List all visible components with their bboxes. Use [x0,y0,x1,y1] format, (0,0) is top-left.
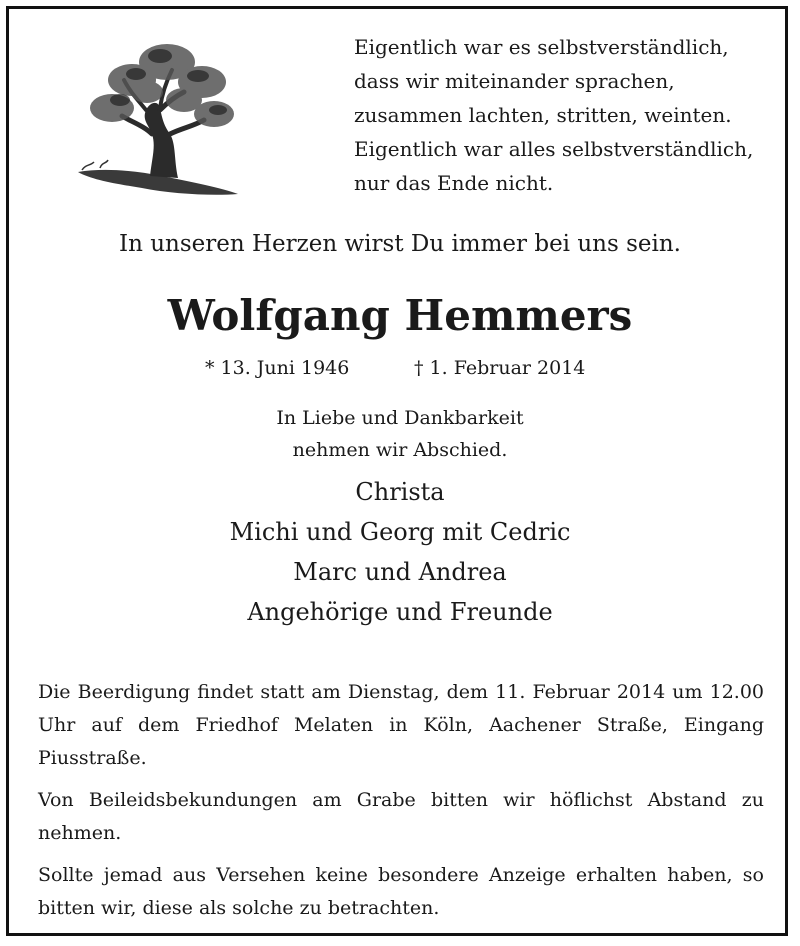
poem-line: nur das Ende nicht. [354,171,554,195]
family-member: Christa [355,478,445,506]
funeral-notice: Die Beerdigung findet statt am Dienstag, dem 11. Februar 2014 um 12.00 Uhr auf dem Friedhof Melaten in Köln, Aachener Straße, Eingang Piusstraße. [38,681,764,769]
poem-line: Eigentlich war es selbstverständlich, [354,35,729,59]
farewell-text [0,402,800,466]
deceased-name: Wolfgang Hemmers [167,291,633,340]
death-date: † 1. Februar 2014 [414,357,586,379]
poem-line: dass wir miteinander sprachen, [354,69,675,93]
condolence-notice: Von Beileidsbekundungen am Grabe bitten wir höflichst Abstand zu nehmen. [38,789,764,844]
farewell-line: In Liebe und Dankbarkeit [276,407,524,429]
birth-date: * 13. Juni 1946 [205,357,350,379]
motto: In unseren Herzen wirst Du immer bei uns sein. [119,231,681,257]
family-member: Michi und Georg mit Cedric [229,518,571,546]
announcement-notice: Sollte jemad aus Versehen keine besondere Anzeige erhalten haben, so bitten wir, diese als solche zu betrachten. [38,864,764,919]
poem-line: zusammen lachten, stritten, weinten. [354,103,732,127]
poem-line: Eigentlich war alles selbstverständlich, [354,137,754,161]
family-member: Angehörige und Freunde [247,598,553,626]
family-member: Marc und Andrea [293,558,507,586]
farewell-line: nehmen wir Abschied. [292,439,508,461]
tree-icon [72,30,242,205]
family-list [0,472,800,632]
notices [38,676,764,934]
poem [354,30,774,200]
